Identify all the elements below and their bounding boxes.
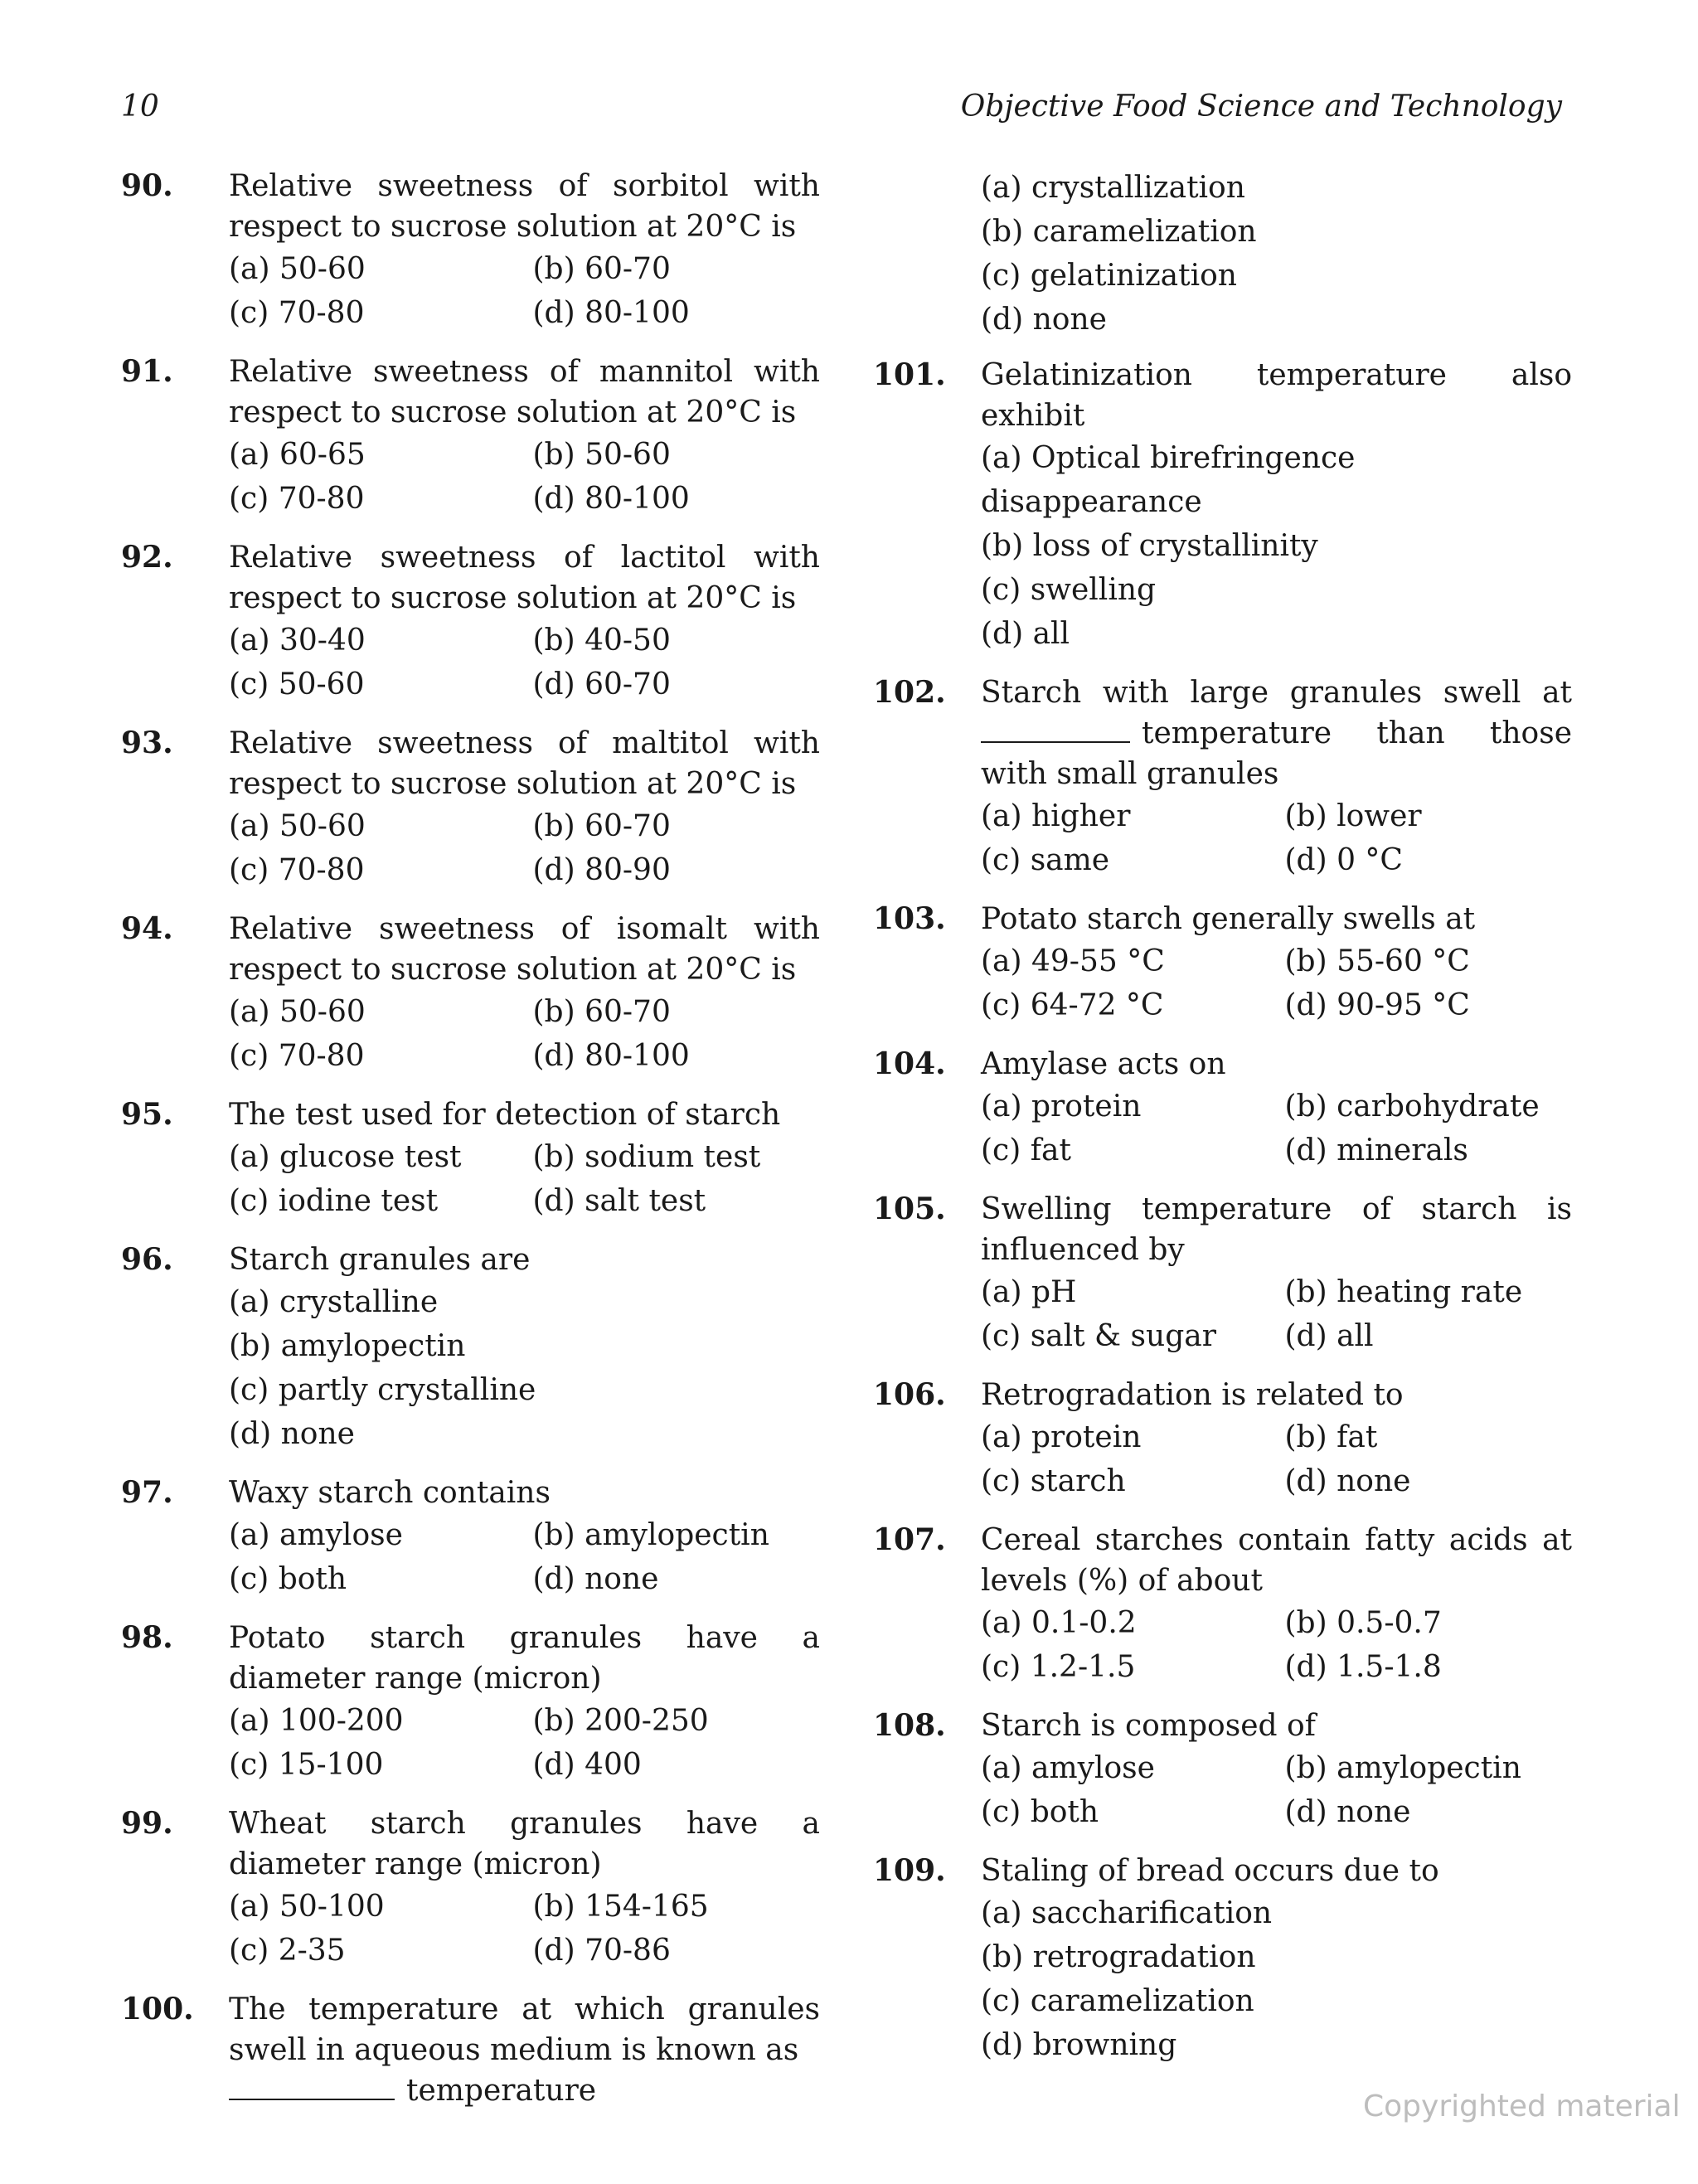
option: (b) caramelization: [981, 215, 1257, 249]
option: (a) 50-100: [229, 1890, 385, 1924]
option: (b) 60-70: [532, 995, 671, 1029]
question-text-main: The temperature at which granules swell in aqueous medium is known as: [229, 1992, 820, 2067]
question-number: 93.: [121, 726, 173, 760]
question: [873, 1044, 1572, 1172]
option: (c) 70-80: [229, 853, 365, 887]
option: (b) 60-70: [532, 809, 671, 843]
question-number: 109.: [873, 1853, 946, 1888]
options: [229, 247, 820, 335]
question-text: Amylase acts on: [981, 1047, 1226, 1081]
option: (d) all: [1284, 1319, 1374, 1353]
question-number: 91.: [121, 354, 173, 389]
option: (a) 50-60: [229, 252, 366, 286]
question-number: 97.: [121, 1475, 173, 1510]
option: (c) 2-35: [229, 1934, 346, 1968]
option: (b) lower: [1284, 799, 1422, 833]
option: (d) none: [1284, 1464, 1411, 1498]
option: (b) 60-70: [532, 252, 671, 286]
question-text-after-blank: temperature than those with small granules: [981, 716, 1572, 791]
option: (c) 1.2-1.5: [981, 1650, 1136, 1684]
options: [981, 1891, 1572, 2067]
question: [121, 1989, 820, 2111]
question-text: The test used for detection of starch: [229, 1098, 781, 1132]
question-text: Staling of bread occurs due to: [981, 1854, 1439, 1888]
question-number: 90.: [121, 168, 173, 203]
option: (a) 49-55 °C: [981, 944, 1165, 978]
option: (b) 0.5-0.7: [1284, 1606, 1442, 1640]
question: [121, 723, 820, 892]
option: (c) salt & sugar: [981, 1319, 1216, 1353]
option: (b) 50-60: [532, 438, 671, 472]
question-number: 108.: [873, 1708, 946, 1743]
option: (a) glucose test: [229, 1140, 462, 1174]
option: (a) protein: [981, 1090, 1142, 1124]
option: (a) saccharification: [981, 1896, 1273, 1930]
question-number: 98.: [121, 1620, 173, 1655]
question: [121, 1803, 820, 1973]
option: (c) 70-80: [229, 482, 365, 516]
option: (c) 70-80: [229, 296, 365, 330]
option: (a) 50-60: [229, 809, 366, 843]
book-title: Objective Food Science and Technology: [960, 90, 1562, 124]
option: (b) amylopectin: [1284, 1751, 1521, 1785]
question-text: Cereal starches contain fatty acids at levels (%) of about: [981, 1523, 1572, 1598]
option: (a) 50-60: [229, 995, 366, 1029]
option: (c) gelatinization: [981, 259, 1237, 293]
question-text: Potato starch granules have a diameter range (micron): [229, 1621, 820, 1696]
question-text: Gelatinization temperature also exhibit: [981, 358, 1572, 433]
question-text: Starch granules are: [229, 1243, 531, 1277]
question-number: 103.: [873, 901, 946, 936]
options: [229, 1699, 820, 1787]
question-number: 94.: [121, 911, 173, 946]
option: (d) none: [1284, 1795, 1411, 1829]
question-text: Relative sweetness of maltitol with respect to sucrose solution at 20°C is: [229, 726, 820, 801]
options: [229, 1135, 820, 1223]
option: (d) 80-100: [532, 296, 690, 330]
option: (c) iodine test: [229, 1184, 439, 1218]
options: [229, 619, 820, 706]
question-text: Swelling temperature of starch is influenced by: [981, 1192, 1572, 1267]
question: [121, 1618, 820, 1787]
question-number: 104.: [873, 1046, 946, 1081]
option: (c) 70-80: [229, 1039, 365, 1073]
question: [873, 899, 1572, 1027]
option: (c) 64-72 °C: [981, 988, 1164, 1022]
question-text-before-blank: Starch with large granules swell at: [981, 676, 1572, 710]
option: (b) fat: [1284, 1420, 1378, 1454]
question-number: 100.: [121, 1992, 194, 2026]
question-text: Retrogradation is related to: [981, 1378, 1404, 1412]
answer-blank: [981, 741, 1130, 743]
option: (b) carbohydrate: [1284, 1090, 1540, 1124]
options: [229, 433, 820, 521]
option: (d) none: [229, 1417, 355, 1451]
question-number: 95.: [121, 1097, 173, 1132]
question: [873, 1520, 1572, 1689]
page-header: [121, 90, 1562, 136]
option: (a) higher: [981, 799, 1131, 833]
question: [873, 355, 1572, 656]
question-number: 92.: [121, 540, 173, 575]
right-column: [873, 166, 1572, 2067]
question: [121, 166, 820, 335]
option: (c) fat: [981, 1133, 1071, 1167]
option: (d) 60-70: [532, 667, 671, 701]
options: [981, 1415, 1572, 1503]
option: (d) 80-90: [532, 853, 671, 887]
option: (b) sodium test: [532, 1140, 761, 1174]
option: (a) 60-65: [229, 438, 366, 472]
option: (a) amylose: [981, 1751, 1155, 1785]
option: (d) 0 °C: [1284, 843, 1403, 877]
option: (b) loss of crystallinity: [981, 529, 1318, 563]
option: (b) 154-165: [532, 1890, 709, 1924]
copyright-watermark: Copyrighted material: [1363, 2089, 1681, 2123]
options: [229, 1280, 820, 1456]
option: (d) 90-95 °C: [1284, 988, 1470, 1022]
option: (d) 1.5-1.8: [1284, 1650, 1442, 1684]
question-text: Potato starch generally swells at: [981, 902, 1476, 936]
option: (d) browning: [981, 2028, 1177, 2062]
options: [229, 1885, 820, 1973]
option: (c) same: [981, 843, 1110, 877]
options: [981, 939, 1572, 1027]
question-number: 96.: [121, 1242, 173, 1277]
option: (b) retrogradation: [981, 1940, 1256, 1974]
options: [981, 1085, 1572, 1172]
question: [121, 1473, 820, 1601]
option: (c) caramelization: [981, 1984, 1254, 2018]
option: (d) salt test: [532, 1184, 706, 1218]
option: (a) 30-40: [229, 624, 366, 658]
left-column: [121, 166, 820, 2111]
option: (c) both: [229, 1562, 347, 1596]
question-number: 107.: [873, 1522, 946, 1557]
question-text: Relative sweetness of mannitol with respect to sucrose solution at 20°C is: [229, 355, 820, 430]
question-text: Starch is composed of: [981, 1709, 1316, 1743]
option: (a) 0.1-0.2: [981, 1606, 1137, 1640]
options: [981, 794, 1572, 882]
question: [873, 1851, 1572, 2067]
options: [981, 166, 1572, 342]
option: (d) 80-100: [532, 1039, 690, 1073]
option: (c) 50-60: [229, 667, 365, 701]
options: [981, 1746, 1572, 1834]
option: (d) none: [532, 1562, 659, 1596]
question-continuation: [873, 166, 1572, 342]
options: [229, 804, 820, 892]
answer-blank: [229, 2099, 395, 2100]
question: [121, 1240, 820, 1456]
question-text: [229, 1989, 820, 2111]
option: (a) crystalline: [229, 1285, 439, 1319]
question: [121, 909, 820, 1078]
question-number: 105.: [873, 1191, 946, 1226]
option: (a) Optical birefringence disappearance: [981, 441, 1356, 519]
option: (c) starch: [981, 1464, 1126, 1498]
option: (c) both: [981, 1795, 1099, 1829]
option: (b) amylopectin: [229, 1329, 466, 1363]
options: [981, 1270, 1572, 1358]
question: [873, 1189, 1572, 1358]
options: [981, 1601, 1572, 1689]
option: (d) none: [981, 303, 1107, 337]
question: [873, 1706, 1572, 1834]
question: [873, 1375, 1572, 1503]
option: (b) 40-50: [532, 624, 671, 658]
option: (a) crystallization: [981, 171, 1245, 205]
option: (c) swelling: [981, 573, 1157, 607]
option: (a) amylose: [229, 1518, 403, 1552]
question: [121, 1094, 820, 1223]
question: [121, 352, 820, 521]
option: (a) 100-200: [229, 1704, 404, 1738]
question-text: [981, 672, 1572, 794]
question-text: Waxy starch contains: [229, 1476, 551, 1510]
options: [981, 436, 1572, 656]
option: (d) 80-100: [532, 482, 690, 516]
question-text-suffix: temperature: [406, 2074, 597, 2108]
options: [229, 1513, 820, 1601]
option: (b) 55-60 °C: [1284, 944, 1470, 978]
question: [121, 537, 820, 706]
option: (c) partly crystalline: [229, 1373, 536, 1407]
option: (b) heating rate: [1284, 1275, 1523, 1309]
question-text: Relative sweetness of lactitol with respect to sucrose solution at 20°C is: [229, 541, 820, 615]
question-number: 99.: [121, 1806, 173, 1841]
option: (d) 70-86: [532, 1934, 671, 1968]
question-text: Wheat starch granules have a diameter range (micron): [229, 1807, 820, 1881]
question-text: Relative sweetness of sorbitol with respect to sucrose solution at 20°C is: [229, 169, 820, 244]
question: [873, 672, 1572, 882]
options: [229, 990, 820, 1078]
question-text: Relative sweetness of isomalt with respect to sucrose solution at 20°C is: [229, 912, 820, 987]
option: (d) 400: [532, 1748, 642, 1782]
question-number: 106.: [873, 1377, 946, 1412]
option: (c) 15-100: [229, 1748, 384, 1782]
page-number: 10: [121, 90, 159, 124]
option: (d) all: [981, 617, 1070, 651]
option: (b) 200-250: [532, 1704, 709, 1738]
option: (d) minerals: [1284, 1133, 1468, 1167]
option: (a) pH: [981, 1275, 1077, 1309]
question-number: 101.: [873, 357, 946, 392]
option: (a) protein: [981, 1420, 1142, 1454]
option: (b) amylopectin: [532, 1518, 769, 1552]
question-number: 102.: [873, 675, 946, 710]
